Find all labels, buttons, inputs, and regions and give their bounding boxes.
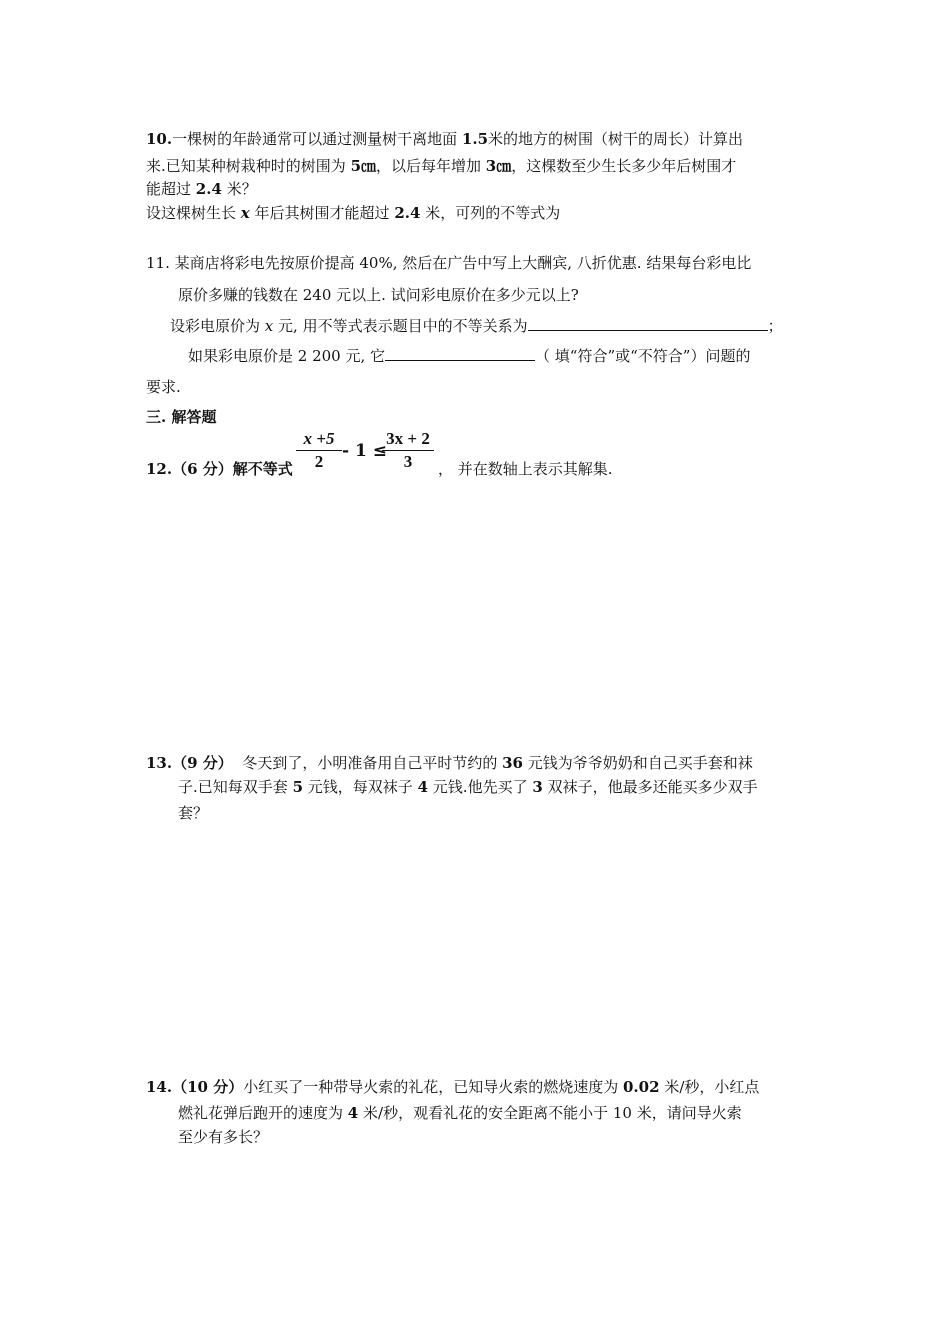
q11-line-4 [188, 344, 750, 367]
q10-text: ，这棵数至少生长多少年后树围才 [511, 157, 737, 175]
q10-text: 米，可列的不等式为 [425, 204, 561, 222]
q10-variable: x [240, 204, 250, 222]
q11-line-5 [146, 376, 181, 398]
q11-text: 设彩电原价为 [170, 317, 261, 335]
q10-text: 来.已知某种树栽种时的树围为 [146, 157, 346, 175]
q12-frac2-denominator: 3 [403, 452, 413, 471]
q10-value: 5㎝ [350, 157, 376, 175]
q13-line-2 [178, 776, 758, 798]
q10-line-4 [146, 202, 560, 224]
q12-operator: - 1 ≤ [342, 441, 387, 461]
q10-value: 1.5 [461, 130, 489, 148]
q14-text: 米/秒，小红点 [664, 1078, 760, 1096]
q13-text: 冬天到了，小明准备用自己平时节约的 [242, 754, 498, 772]
q13-value: 5 [292, 778, 303, 796]
q11-line-3 [170, 314, 783, 337]
q13-text: 套？ [178, 804, 209, 822]
q11-line-2 [178, 284, 579, 306]
q13-text: 元钱，每双袜子 [307, 778, 413, 796]
q14-value: 4 [347, 1104, 359, 1122]
q11-variable: x [264, 317, 274, 335]
q12-fraction-left [294, 428, 344, 473]
q11-text: 如果彩电原价是 2 200 元, 它 [188, 347, 386, 365]
q11-text: 11. 某商店将彩电先按原价提高 40%, 然后在广告中写上大酬宾, 八折优惠. 结果每台彩电比 [146, 254, 752, 272]
q12-suffix: ， 并在数轴上表示其解集. [438, 460, 613, 478]
q13-number: 13.（9 分） [146, 754, 233, 772]
q10-line-1 [146, 128, 743, 150]
q13-value: 36 [502, 754, 523, 772]
q10-value: 2.4 [394, 204, 421, 222]
q10-text: 设这棵树生长 [146, 204, 237, 222]
q13-line-1 [146, 752, 753, 774]
q13-value: 3 [532, 778, 543, 796]
q10-text: 一棵树的年龄通常可以通过测量树干离地面 [172, 130, 458, 148]
q13-value: 4 [417, 778, 429, 796]
q11-text: 元, 用不等式表示题目中的不等关系为 [278, 317, 528, 335]
q14-text: 小红买了一种带导火索的礼花，已知导火索的燃烧速度为 [243, 1078, 619, 1096]
q10-number: 10. [146, 130, 173, 148]
q10-text: 米？ [226, 180, 257, 198]
q10-text: ，以后每年增加 [376, 157, 482, 175]
q10-text: 年后其树围才能超过 [254, 204, 390, 222]
q14-value: 0.02 [623, 1078, 660, 1096]
q13-line-3 [178, 802, 208, 824]
q11-text: 原价多赚的钱数在 240 元以上. 试问彩电原价在多少元以上? [178, 286, 579, 304]
q13-text: 元钱为爷爷奶奶和自己买手套和袜 [527, 754, 753, 772]
q10-text: 能超过 [146, 180, 192, 198]
q10-line-2 [146, 155, 736, 177]
q12-fraction-right [380, 428, 436, 473]
q12-frac1-denominator: 2 [314, 452, 324, 471]
q11-text: （ 填“符合”或“不符合”）问题的 [535, 347, 751, 365]
q14-line-1 [146, 1076, 759, 1098]
q13-text: 子.已知每双手套 [178, 778, 288, 796]
q11-answer-blank-1[interactable] [528, 314, 768, 331]
q13-text: 元钱.他先买了 [432, 778, 528, 796]
q14-number: 14.（10 分） [146, 1078, 244, 1096]
q14-line-3 [178, 1126, 268, 1148]
q14-text: 燃礼花弹后跑开的速度为 [178, 1104, 344, 1122]
q12-prefix: 12.（6 分）解不等式 [146, 460, 293, 478]
q14-line-2 [178, 1102, 742, 1124]
q11-line-1 [146, 252, 751, 274]
q11-answer-blank-2[interactable] [385, 344, 535, 361]
q10-value: 2.4 [195, 180, 222, 198]
q11-text: ； [767, 317, 783, 335]
q12-frac1-numerator: x +5 [303, 429, 335, 448]
q11-text: 要求. [146, 378, 181, 396]
q10-value: 3㎝ [485, 157, 512, 175]
q10-text: 米的地方的树围（树干的周长）计算出 [488, 130, 744, 148]
q14-text: 至少有多长？ [178, 1128, 269, 1146]
section-heading: 三. 解答题 [146, 408, 217, 426]
q13-text: 双袜子，他最多还能买多少双手 [547, 778, 758, 796]
q14-text: 米/秒，观看礼花的安全距离不能小于 10 米，请问导火索 [363, 1104, 742, 1122]
q10-line-3 [146, 178, 257, 200]
q12-frac2-numerator: 3x + 2 [386, 429, 430, 448]
